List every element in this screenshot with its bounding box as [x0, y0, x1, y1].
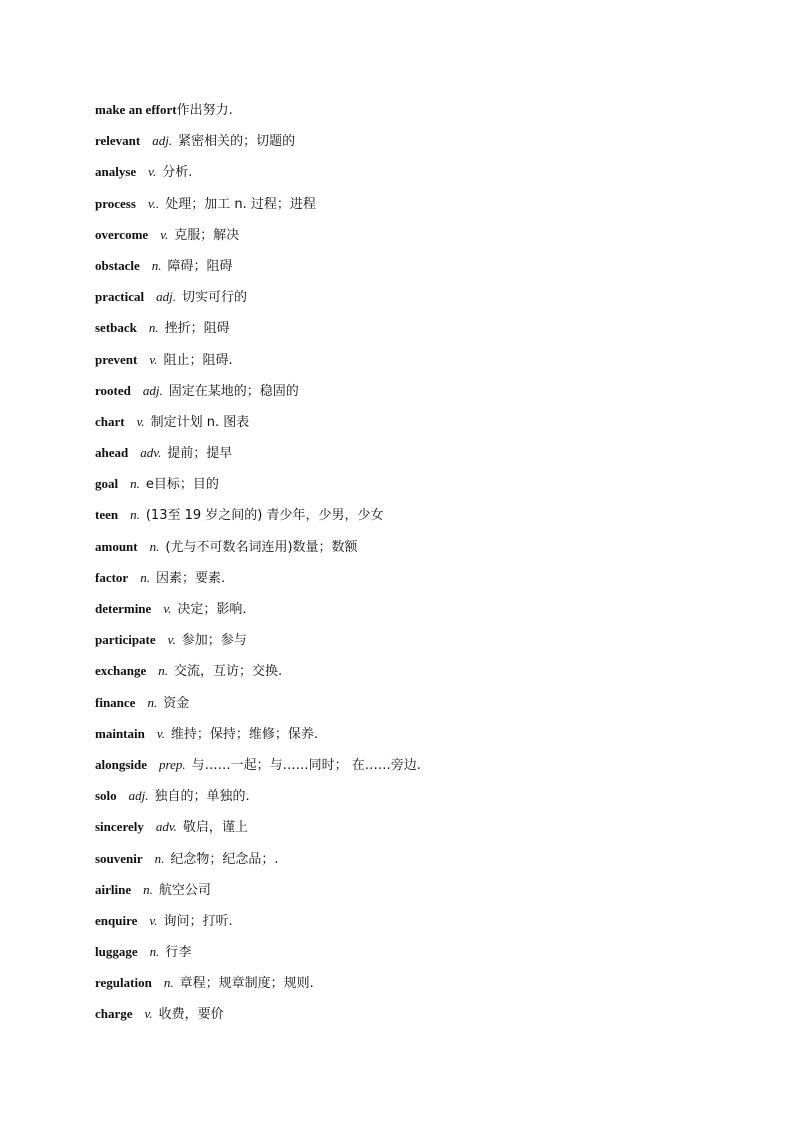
vocab-entry — [95, 318, 755, 349]
vocab-meaning: 与……一起；与……同时； 在……旁边. — [191, 757, 421, 773]
vocab-part-of-speech: n. — [143, 881, 153, 897]
vocab-part-of-speech: adv. — [155, 819, 177, 835]
vocabulary-list — [95, 100, 755, 1036]
vocab-entry — [95, 350, 755, 381]
vocab-part-of-speech: adj. — [142, 382, 163, 398]
vocab-part-of-speech: v. — [149, 351, 158, 367]
vocab-word: factor — [95, 569, 129, 585]
vocab-entry — [95, 630, 755, 661]
vocab-part-of-speech: v. — [144, 1006, 153, 1022]
vocab-part-of-speech: v. — [156, 725, 165, 741]
vocab-part-of-speech: adj. — [156, 289, 176, 305]
vocab-entry — [95, 256, 755, 287]
vocab-meaning: 资金 — [163, 695, 190, 711]
vocab-word: obstacle — [95, 257, 140, 273]
vocab-entry — [95, 661, 755, 692]
vocab-word: practical — [95, 289, 145, 305]
vocab-meaning: (尤与不可数名词连用)数量；数额 — [165, 539, 358, 555]
vocab-entry — [95, 973, 755, 1004]
vocab-word: exchange — [95, 663, 147, 679]
vocab-part-of-speech: n. — [130, 507, 140, 523]
vocab-word: determine — [95, 601, 152, 616]
vocab-meaning: 决定；影响. — [177, 602, 247, 617]
vocab-meaning: 章程；规章制度；规则. — [179, 976, 314, 992]
vocab-word: analyse — [95, 164, 137, 180]
vocab-part-of-speech: prep. — [159, 756, 186, 772]
vocab-meaning: 纪念物；纪念品；. — [170, 851, 279, 867]
vocab-word: prevent — [95, 351, 138, 367]
vocab-meaning: e目标；目的 — [145, 477, 219, 493]
vocab-word: regulation — [95, 975, 152, 991]
vocab-entry — [95, 599, 755, 630]
vocab-part-of-speech: n. — [149, 538, 160, 554]
vocab-entry — [95, 568, 755, 599]
vocab-entry — [95, 755, 755, 786]
vocab-entry — [95, 537, 755, 568]
vocab-word: ahead — [95, 445, 129, 461]
vocab-word: chart — [95, 413, 125, 429]
vocab-meaning: 紧密相关的；切题的 — [178, 134, 296, 150]
vocab-meaning: 维持；保持；维修；保养. — [170, 726, 319, 742]
vocab-part-of-speech: n. — [147, 694, 158, 710]
vocab-word: luggage — [95, 944, 138, 960]
vocab-word: rooted — [95, 382, 131, 398]
vocab-meaning: 作出努力. — [176, 103, 233, 118]
vocab-part-of-speech: n. — [140, 569, 150, 585]
vocab-entry — [95, 505, 755, 536]
vocab-part-of-speech: n. — [163, 975, 174, 991]
vocab-word: teen — [95, 507, 119, 523]
vocab-word: finance — [95, 694, 136, 710]
vocab-entry — [95, 474, 755, 505]
vocab-part-of-speech: v. — [167, 632, 176, 648]
vocab-meaning: 询问；打听. — [163, 913, 233, 929]
vocab-word: enquire — [95, 912, 138, 928]
vocab-meaning: 敬启，谨上 — [182, 820, 248, 836]
vocab-word: make an effort — [95, 102, 177, 117]
vocab-word: goal — [95, 476, 119, 492]
vocab-part-of-speech: n. — [158, 663, 169, 679]
vocab-part-of-speech: n. — [154, 850, 165, 866]
vocab-meaning: 障碍；阻碍 — [167, 258, 233, 274]
vocab-word: souvenir — [95, 850, 143, 866]
vocab-meaning: 因素；要素. — [155, 570, 226, 586]
vocab-meaning: 固定在某地的；稳固的 — [168, 383, 299, 399]
vocab-entry — [95, 287, 755, 318]
vocab-meaning: (13至 19 岁之间的) 青少年，少男，少女 — [145, 508, 384, 524]
vocab-part-of-speech: v.. — [147, 195, 160, 211]
vocab-word: participate — [95, 632, 156, 648]
vocab-part-of-speech: n. — [149, 944, 160, 960]
vocab-entry — [95, 817, 755, 848]
vocab-entry — [95, 225, 755, 256]
vocab-word: solo — [95, 788, 117, 804]
vocab-part-of-speech: v. — [163, 601, 172, 616]
vocab-part-of-speech: v. — [149, 912, 158, 928]
vocab-part-of-speech: v. — [160, 226, 169, 242]
vocab-meaning: 切实可行的 — [181, 290, 247, 306]
vocab-meaning: 处理；加工 n. 过程；进程 — [165, 196, 316, 212]
vocab-part-of-speech: v. — [148, 164, 157, 180]
vocab-part-of-speech: n. — [151, 257, 162, 273]
vocab-entry — [95, 194, 755, 225]
vocab-entry — [95, 786, 755, 817]
vocab-entry — [95, 942, 755, 973]
vocab-entry — [95, 443, 755, 474]
vocab-meaning: 收费，要价 — [158, 1007, 224, 1023]
vocab-meaning: 提前；提早 — [167, 446, 233, 462]
vocab-meaning: 参加；参与 — [181, 633, 247, 649]
vocab-word: alongside — [95, 756, 148, 772]
vocab-part-of-speech: adj. — [128, 788, 149, 804]
vocab-meaning: 行李 — [165, 945, 192, 961]
vocab-word: maintain — [95, 725, 145, 741]
vocab-entry — [95, 131, 755, 162]
vocab-meaning: 交流，互访；交换. — [174, 664, 283, 680]
vocab-entry — [95, 1004, 755, 1035]
vocab-word: relevant — [95, 133, 141, 149]
vocab-meaning: 分析. — [162, 165, 193, 181]
vocab-part-of-speech: n. — [130, 476, 140, 492]
vocab-word: airline — [95, 881, 132, 897]
vocab-word: sincerely — [95, 819, 144, 835]
vocab-meaning: 航空公司 — [158, 882, 211, 898]
vocab-part-of-speech: v. — [136, 413, 145, 429]
vocab-entry — [95, 693, 755, 724]
vocab-entry — [95, 162, 755, 193]
vocab-entry — [95, 381, 755, 412]
vocab-meaning: 挫折；阻碍 — [164, 321, 230, 337]
vocab-part-of-speech: n. — [148, 320, 159, 336]
vocab-meaning: 制定计划 n. 图表 — [150, 414, 250, 430]
vocab-entry — [95, 724, 755, 755]
vocab-word: process — [95, 195, 136, 211]
vocab-entry — [95, 880, 755, 911]
vocab-word: charge — [95, 1006, 133, 1022]
vocab-entry — [95, 911, 755, 942]
vocab-part-of-speech: adv. — [140, 445, 162, 461]
vocab-entry — [95, 412, 755, 443]
vocab-word: overcome — [95, 226, 149, 242]
vocab-entry — [95, 849, 755, 880]
vocab-entry — [95, 100, 755, 131]
vocab-word: amount — [95, 538, 138, 554]
vocab-meaning: 克服；解决 — [174, 227, 240, 243]
vocab-meaning: 独自的；单独的. — [154, 789, 250, 805]
vocab-part-of-speech: adj. — [152, 133, 173, 149]
vocab-word: setback — [95, 320, 137, 336]
vocab-meaning: 阻止；阻碍. — [163, 352, 233, 368]
